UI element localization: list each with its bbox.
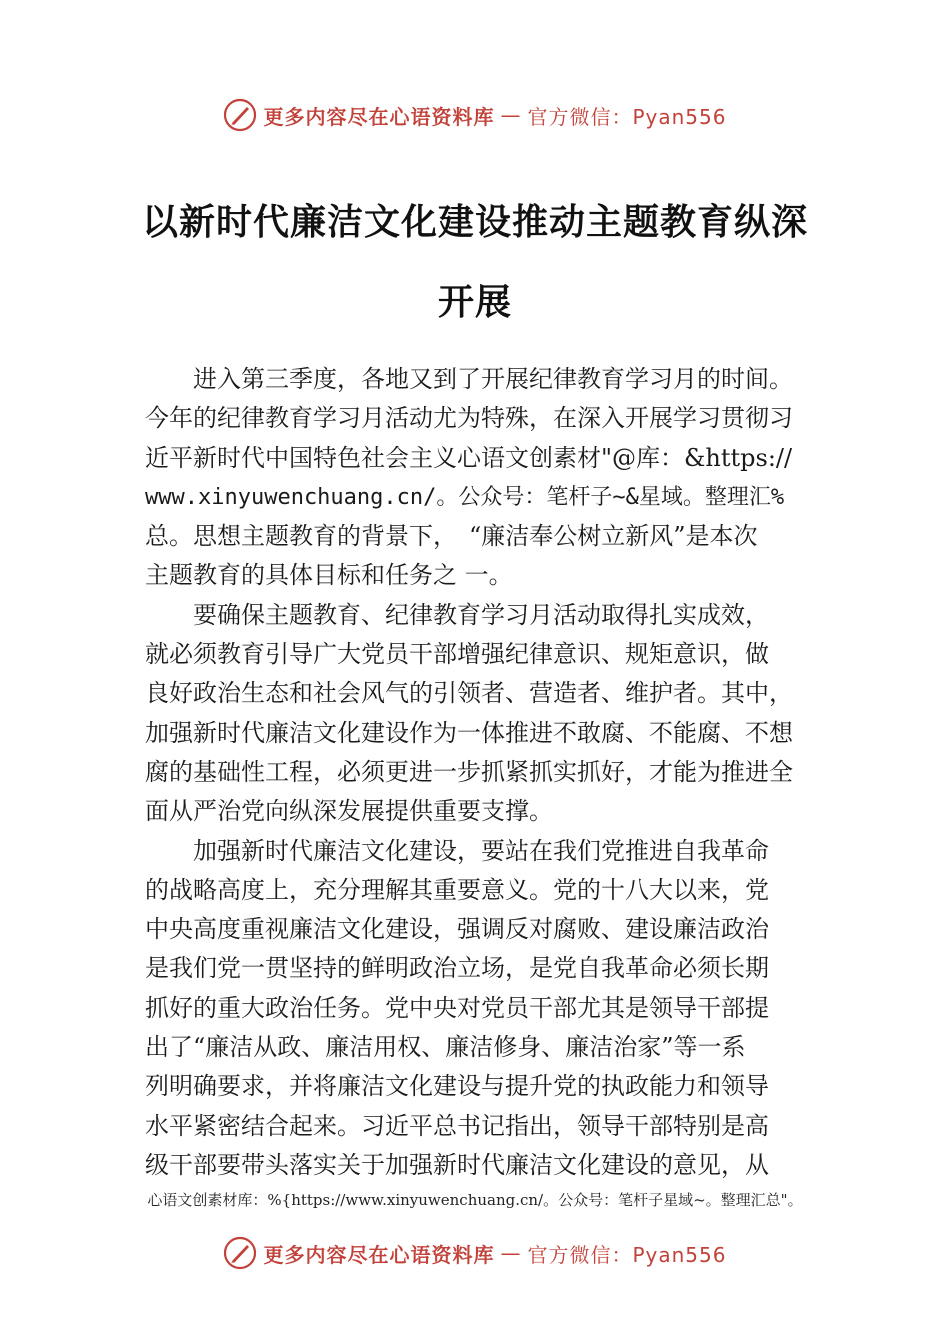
text-line: 是我们党一贯坚持的鲜明政治立场，是党自我革命必须长期 bbox=[145, 954, 769, 983]
banner-wechat: 官方微信：Pyan556 bbox=[527, 104, 727, 129]
header-banner bbox=[0, 95, 950, 135]
banner-dash: — bbox=[500, 1241, 522, 1265]
text-line: 加强新时代廉洁文化建设作为一体推进不敢腐、不能腐、不想 bbox=[145, 718, 793, 747]
text-line: www.xinyuwenchuang.cn/。公众号：笔杆子~&星域。整理汇% bbox=[145, 484, 785, 510]
text-line: 出了“廉洁从政、廉洁用权、廉洁修身、廉洁治家”等一系 bbox=[145, 1033, 746, 1062]
banner-dash: — bbox=[500, 103, 522, 127]
document-body bbox=[145, 360, 835, 1185]
text-line: 的战略高度上，充分理解其重要意义。党的十八大以来，党 bbox=[145, 875, 769, 904]
text-line: 列明确要求，并将廉洁文化建设与提升党的执政能力和领导 bbox=[145, 1072, 769, 1101]
banner-text: 更多内容尽在心语资料库 bbox=[263, 104, 495, 129]
title-line-2: 开展 bbox=[437, 281, 512, 323]
title-line-1: 以新时代廉洁文化建设推动主题教育纵深 bbox=[141, 201, 808, 243]
banner-wechat: 官方微信：Pyan556 bbox=[527, 1242, 727, 1267]
text-line: 要确保主题教育、纪律教育学习月活动取得扎实成效， bbox=[145, 600, 769, 629]
paragraph-3 bbox=[145, 832, 835, 1186]
text-line: 主题教育的具体目标和任务之 一。 bbox=[145, 561, 513, 590]
text-line: 水平紧密结合起来。习近平总书记指出，领导干部特别是高 bbox=[145, 1111, 769, 1140]
text-line: 今年的纪律教育学习月活动尤为特殊，在深入开展学习贯彻习 bbox=[145, 404, 793, 433]
text-line: 面从严治党向纵深发展提供重要支撑。 bbox=[145, 797, 553, 826]
page-footnote: 心语文创素材库：%{https://www.xinyuwenchuang.cn/。公众号：笔杆子星域~。整理汇总"。 bbox=[147, 1191, 803, 1209]
document-title bbox=[130, 182, 820, 342]
footer-banner bbox=[0, 1233, 950, 1273]
text-line: 就必须教育引导广大党员干部增强纪律意识、规矩意识，做 bbox=[145, 640, 769, 669]
text-line: 级干部要带头落实关于加强新时代廉洁文化建设的意见，从 bbox=[145, 1150, 769, 1179]
text-line: 加强新时代廉洁文化建设，要站在我们党推进自我革命 bbox=[145, 836, 769, 865]
text-line: 近平新时代中国特色社会主义心语文创素材"@库：&https:// bbox=[145, 443, 793, 472]
text-line: 良好政治生态和社会风气的引领者、营造者、维护者。其中， bbox=[145, 679, 793, 708]
text-line: 中央高度重视廉洁文化建设，强调反对腐败、建设廉洁政治 bbox=[145, 915, 769, 944]
text-line: 抓好的重大政治任务。党中央对党员干部尤其是领导干部提 bbox=[145, 993, 769, 1022]
text-line: 腐的基础性工程，必须更进一步抓紧抓实抓好，才能为推进全 bbox=[145, 757, 793, 786]
quill-logo-icon bbox=[223, 1236, 257, 1270]
paragraph-1 bbox=[145, 360, 835, 596]
text-line: 总。思想主题教育的背景下， “廉洁奉公树立新风”是本次 bbox=[145, 522, 758, 551]
quill-logo-icon bbox=[223, 98, 257, 132]
text-line: 进入第三季度，各地又到了开展纪律教育学习月的时间。 bbox=[145, 365, 793, 393]
banner-text: 更多内容尽在心语资料库 bbox=[263, 1242, 495, 1267]
paragraph-2 bbox=[145, 596, 835, 832]
